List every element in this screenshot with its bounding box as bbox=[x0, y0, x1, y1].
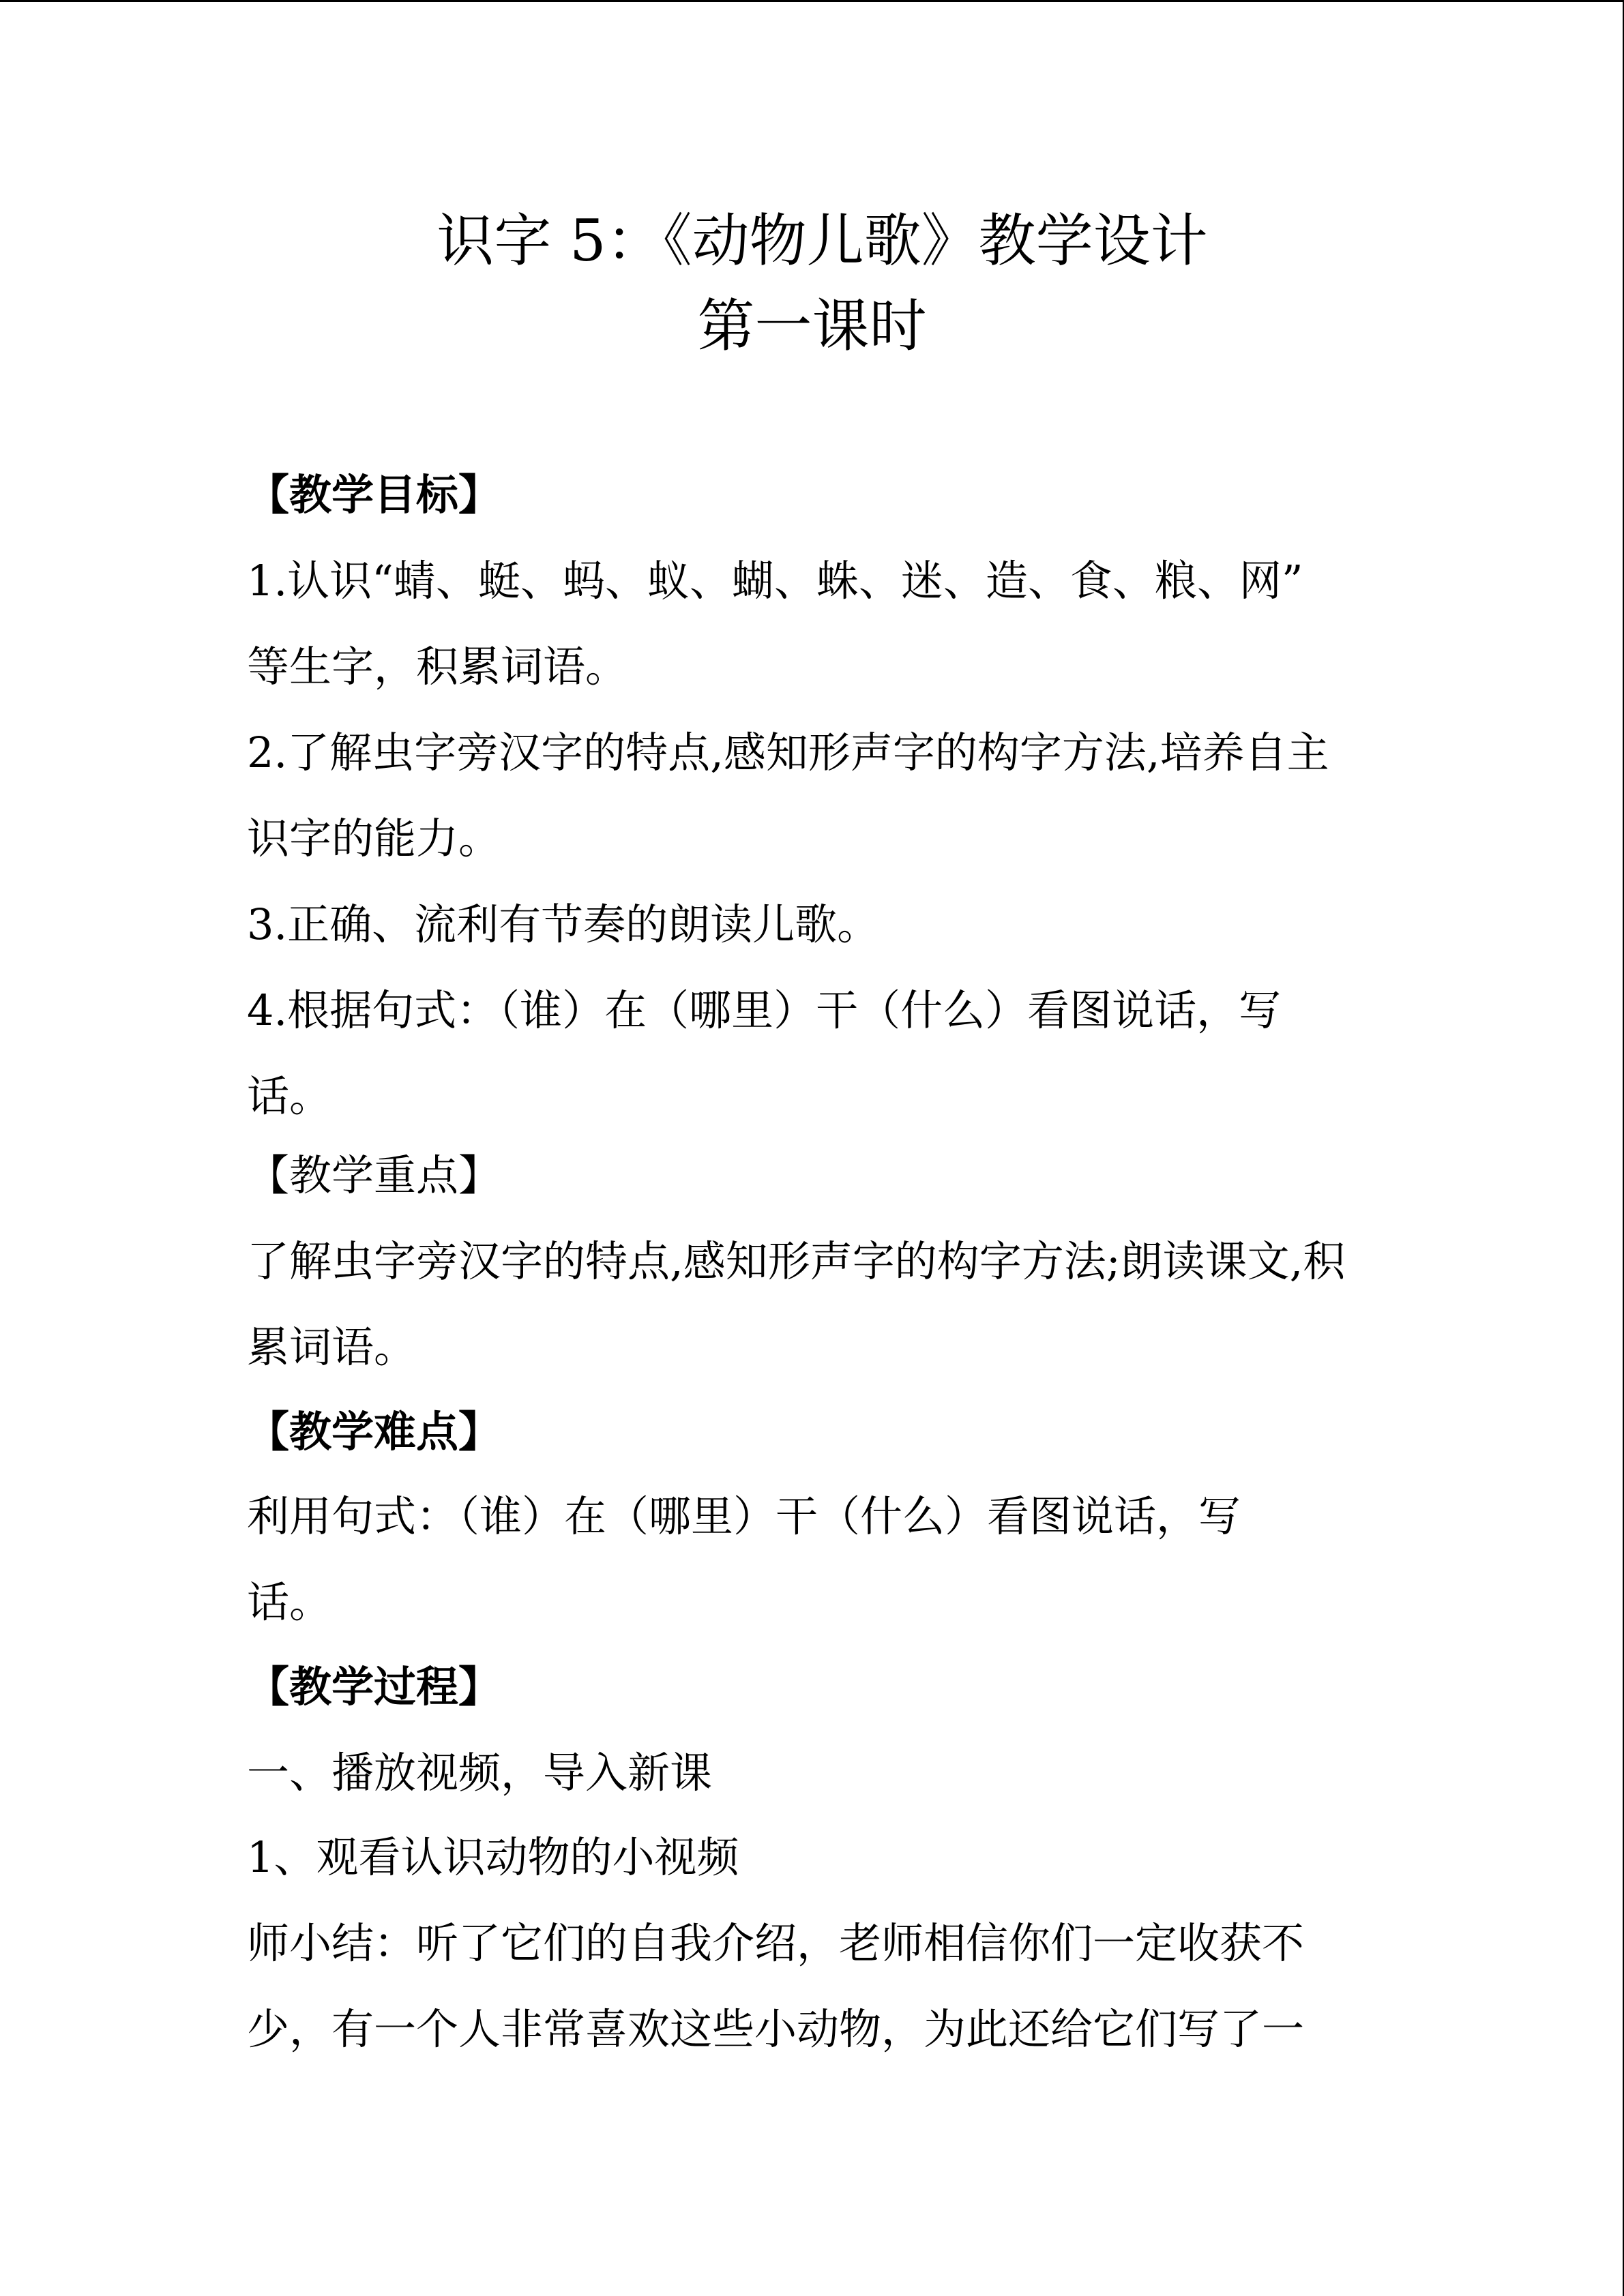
objective-4-line-1: 4.根据句式：（谁）在（哪里）干（什么）看图说话，写 bbox=[247, 985, 1282, 1035]
teacher-summary-line-2: 少，有一个人非常喜欢这些小动物，为此还给它们写了一 bbox=[247, 2004, 1305, 2054]
difficulties-line-1: 利用句式：（谁）在（哪里）干（什么）看图说话，写 bbox=[247, 1491, 1241, 1541]
section-heading-difficulties: 【教学难点】 bbox=[247, 1407, 501, 1457]
objective-1-line-2: 等生字，积累词语。 bbox=[247, 642, 628, 691]
objective-2-line-1: 2.了解虫字旁汉字的特点,感知形声字的构字方法,培养自主 bbox=[247, 728, 1329, 777]
teacher-summary-line-1: 师小结：听了它们的自我介绍，老师相信你们一定收获不 bbox=[247, 1918, 1305, 1968]
objective-1-line-1: 1.认识“蜻、蜓、蚂、蚁、蝴、蛛、迷、造、食、粮、网” bbox=[247, 556, 1303, 606]
key-points-line-1: 了解虫字旁汉字的特点,感知形声字的构字方法;朗读课文,积 bbox=[247, 1236, 1346, 1286]
section-heading-process: 【教学过程】 bbox=[247, 1662, 501, 1712]
key-points-line-2: 累词语。 bbox=[247, 1322, 417, 1372]
difficulties-line-2: 话。 bbox=[247, 1577, 332, 1627]
objective-2-line-2: 识字的能力。 bbox=[247, 814, 501, 863]
document-title: 识字 5：《动物儿歌》教学设计 bbox=[437, 207, 1208, 274]
process-step-1-heading: 一、播放视频，导入新课 bbox=[247, 1748, 713, 1798]
objective-3: 3.正确、流利有节奏的朗读儿歌。 bbox=[247, 899, 880, 949]
section-heading-key-points: 【教学重点】 bbox=[247, 1150, 501, 1200]
objective-4-line-2: 话。 bbox=[247, 1071, 332, 1121]
document-subtitle: 第一课时 bbox=[697, 293, 927, 359]
section-heading-objectives: 【教学目标】 bbox=[247, 470, 501, 520]
process-step-1-item-1: 1、观看认识动物的小视频 bbox=[247, 1832, 739, 1882]
page-top-border bbox=[0, 0, 1624, 2]
